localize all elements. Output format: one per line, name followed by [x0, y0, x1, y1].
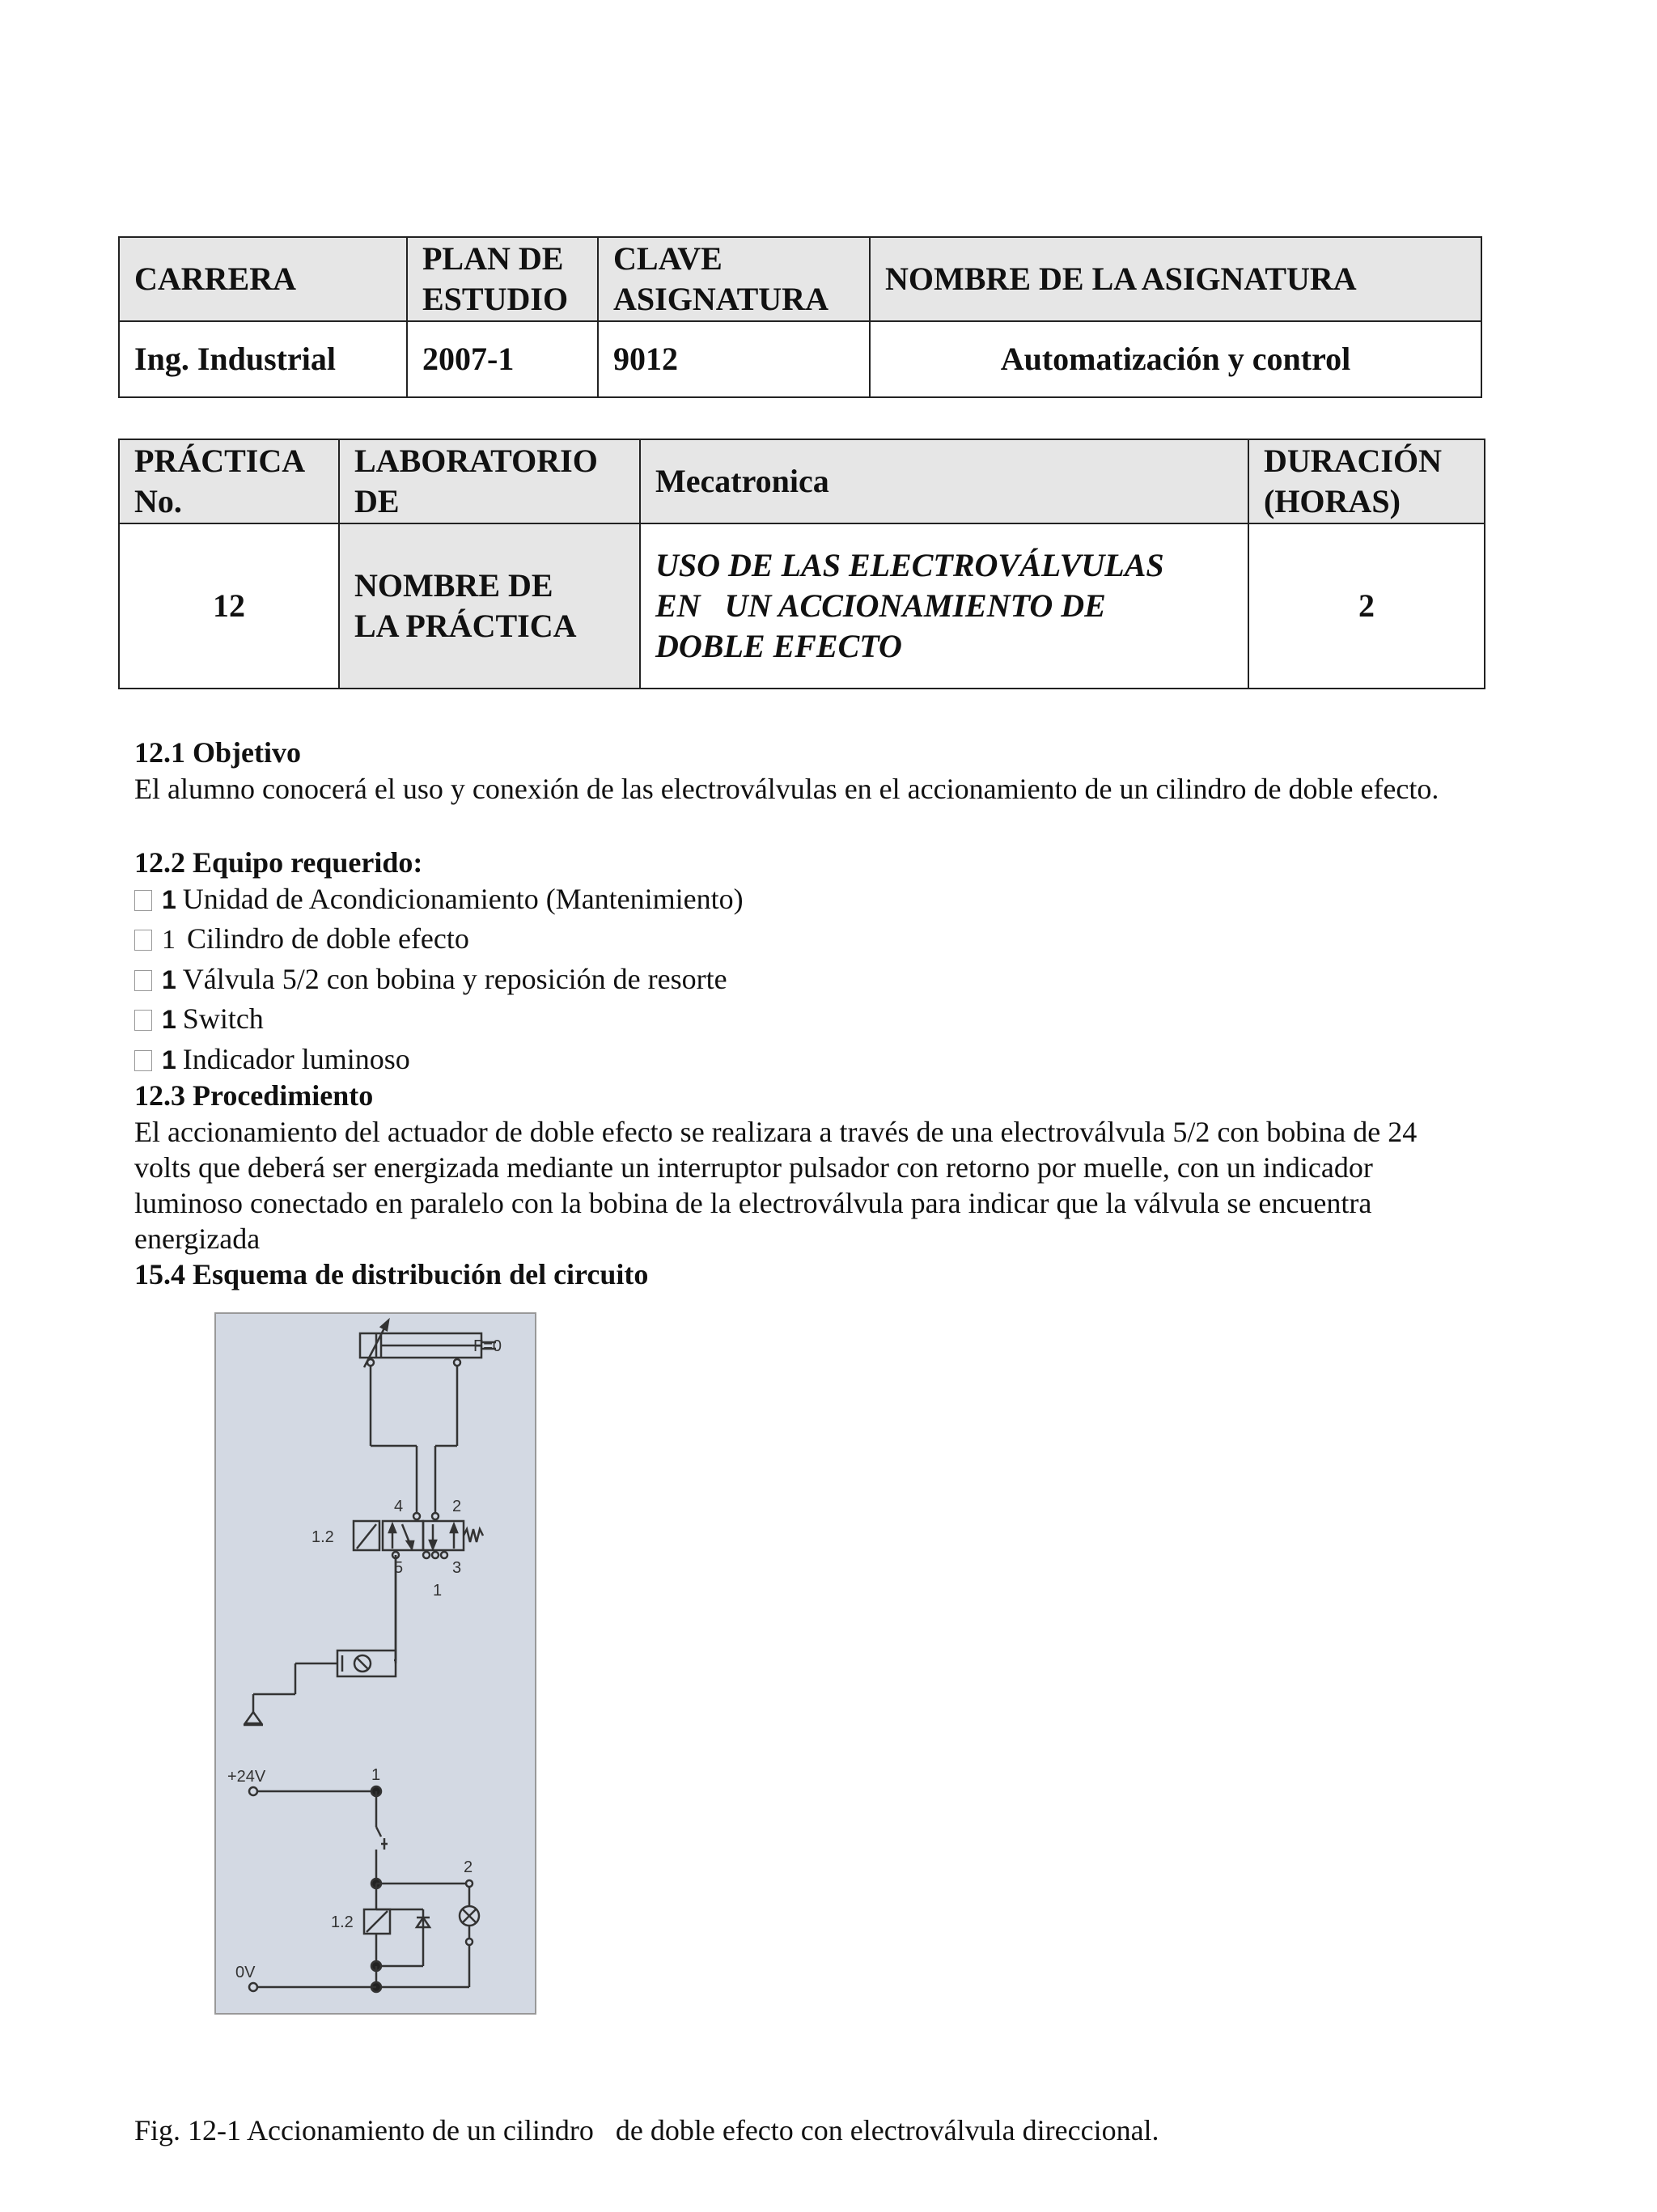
equipo-item: 1 Switch — [134, 1001, 264, 1038]
supply-pos-label: +24V — [227, 1768, 266, 1786]
equipo-item: 1 Indicador luminoso — [134, 1041, 410, 1078]
port-label: 4 — [394, 1498, 404, 1515]
header-plan: PLAN DE ESTUDIO — [407, 237, 598, 321]
header-clave: CLAVE ASIGNATURA — [598, 237, 870, 321]
header-practica: PRÁCTICA No. — [119, 439, 339, 523]
header-nombre-asignatura: NOMBRE DE LA ASIGNATURA — [870, 237, 1481, 321]
figure-caption: Fig. 12-1 Accionamiento de un cilindro de doble efecto con electroválvula direccional. — [134, 2114, 1159, 2146]
force-label: F=0 — [473, 1337, 502, 1355]
cell-nombre-practica: USO DE LAS ELECTROVÁLVULAS EN UN ACCIONAMIENTO DE DOBLE EFECTO — [640, 523, 1248, 689]
procedimiento-line: luminoso conectado en paralelo con la bobina de la electroválvula para indicar que la válvula se encuentra — [134, 1187, 1372, 1219]
equipo-item: 1 Válvula 5/2 con bobina y reposición de resorte — [134, 961, 727, 998]
circuit-diagram — [214, 1312, 538, 2016]
cell-carrera: Ing. Industrial — [119, 321, 407, 397]
equipo-item: 1 Cilindro de doble efecto — [134, 921, 469, 958]
checkbox-icon — [134, 1010, 152, 1031]
node-label: 2 — [464, 1858, 473, 1876]
cell-clave: 9012 — [598, 321, 870, 397]
cell-plan: 2007-1 — [407, 321, 598, 397]
esquema-heading: 15.4 Esquema de distribución del circuito — [134, 1258, 649, 1290]
practice-info-table — [118, 439, 1485, 689]
equipo-heading: 12.2 Equipo requerido: — [134, 846, 423, 879]
checkbox-icon — [134, 890, 152, 911]
header-duracion: DURACIÓN (HORAS) — [1248, 439, 1485, 523]
course-info-table — [118, 236, 1482, 398]
valve-id-label: 1.2 — [311, 1528, 334, 1546]
port-label: 3 — [452, 1559, 462, 1577]
procedimiento-line: energizada — [134, 1223, 261, 1255]
port-label: 2 — [452, 1498, 462, 1515]
equipo-item: 1 Unidad de Acondicionamiento (Mantenimiento) — [134, 881, 744, 918]
node-label: 1 — [371, 1766, 381, 1784]
cell-asignatura: Automatización y control — [870, 321, 1481, 397]
checkbox-icon — [134, 1050, 152, 1071]
checkbox-icon — [134, 970, 152, 991]
supply-neg-label: 0V — [235, 1964, 256, 1981]
cell-duracion: 2 — [1248, 523, 1485, 689]
port-label: 1 — [433, 1582, 443, 1600]
label-nombre-practica: NOMBRE DE LA PRÁCTICA — [339, 523, 640, 689]
cell-practica-no: 12 — [119, 523, 339, 689]
port-label: 5 — [394, 1559, 404, 1577]
checkbox-icon — [134, 930, 152, 951]
procedimiento-line: El accionamiento del actuador de doble efecto se realizara a través de una electroválvula 5/2 con bobina de 24 — [134, 1116, 1418, 1148]
procedimiento-line: volts que deberá ser energizada mediante un interruptor pulsador con retorno por muelle, con un indicador — [134, 1151, 1373, 1184]
header-laboratorio: LABORATORIO DE — [339, 439, 640, 523]
cell-laboratorio-value: Mecatronica — [640, 439, 1248, 523]
procedimiento-heading: 12.3 Procedimiento — [134, 1079, 374, 1112]
coil-id-label: 1.2 — [331, 1913, 354, 1931]
header-carrera: CARRERA — [119, 237, 407, 321]
objetivo-heading: 12.1 Objetivo — [134, 736, 301, 769]
objetivo-text: El alumno conocerá el uso y conexión de las electroválvulas en el accionamiento de un cilindro de doble efecto. — [134, 773, 1439, 805]
